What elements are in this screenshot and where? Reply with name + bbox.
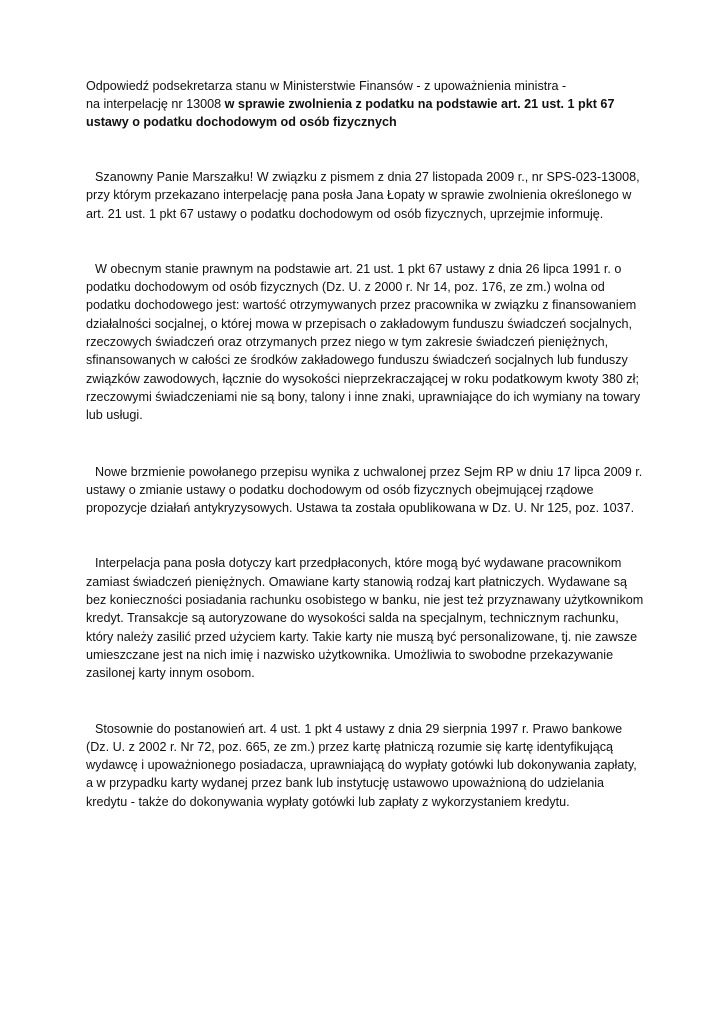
document-page bbox=[86, 77, 646, 811]
paragraph-new-wording: Nowe brzmienie powołanego przepisu wynika z uchwalonej przez Sejm RP w dniu 17 lipca 2009 r. ustawy o zmianie ustawy o podatku dochodowym od osób fizycznych obejmującej rządowe propozycje działań antykryzysowych. Ustawa ta została opublikowana w Dz. U. Nr 125, poz. 1037. bbox=[86, 464, 643, 516]
heading-line-1: Odpowiedź podsekretarza stanu w Ministerstwie Finansów - z upoważnienia ministra - bbox=[86, 79, 567, 93]
paragraph-prepaid-cards: Interpelacja pana posła dotyczy kart przedpłaconych, które mogą być wydawane pracownikom zamiast świadczeń pieniężnych. Omawiane karty stanowią rodzaj kart płatniczych. Wydawane są bez konieczności posiadania rachunku osobistego w banku, nie jest też przyznawany użytkownikom kredyt. Transakcje są autoryzowane do wysokości salda na specjalnym, technicznym rachunku, który należy zasilić przed użyciem karty. Takie karty nie muszą być personalizowane, tj. nie zawsze umieszczane jest na nich imię i nazwisko użytkownika. Umożliwia to swobodne przekazywanie zasilonej karty innym osobom. bbox=[86, 556, 644, 681]
paragraph-legal-state: W obecnym stanie prawnym na podstawie art. 21 ust. 1 pkt 67 ustawy z dnia 26 lipca 1991 r. o podatku dochodowym od osób fizycznych (Dz. U. z 2000 r. Nr 14, poz. 176, ze zm.) wolna od podatku dochodowego jest: wartość otrzymywanych przez pracownika w związku z finansowaniem działalności socjalnej, o której mowa w przepisach o zakładowym funduszu świadczeń socjalnych, rzeczowych świadczeń oraz otrzymanych przez niego w tym zakresie świadczeń pieniężnych, sfinansowanych w całości ze środków zakładowego funduszu świadczeń socjalnych lub funduszy związków zawodowych, łącznie do wysokości nieprzekraczającej w roku podatkowym kwoty 380 zł; rzeczowymi świadczeniami nie są bony, talony i inne znaki, uprawniające do ich wymiany na towary lub usługi. bbox=[86, 261, 641, 423]
heading-line-2-prefix: na interpelację nr 13008 bbox=[86, 97, 222, 111]
paragraph-banking-law: Stosownie do postanowień art. 4 ust. 1 pkt 4 ustawy z dnia 29 sierpnia 1997 r. Prawo bankowe (Dz. U. z 2002 r. Nr 72, poz. 665, ze zm.) przez kartę płatniczą rozumie się kartę identyfikującą wydawcę i upoważnionego posiadacza, uprawniającą do wypłaty gotówki lub dokonywania zapłaty, a w przypadku karty wydanej przez bank lub instytucję ustawowo upoważnioną do udzielania kredytu - także do dokonywania wypłaty gotówki lub zapłaty z wykorzystaniem kredytu. bbox=[86, 721, 637, 809]
document-heading bbox=[86, 77, 646, 131]
heading-subject: w sprawie zwolnienia z podatku na podstawie art. 21 ust. 1 pkt 67 ustawy o podatku dochodowym od osób fizycznych bbox=[86, 97, 615, 129]
paragraph-greeting: Szanowny Panie Marszałku! W związku z pismem z dnia 27 listopada 2009 r., nr SPS-023-13008, przy którym przekazano interpelację pana posła Jana Łopaty w sprawie zwolnienia określonego w art. 21 ust. 1 pkt 67 ustawy o podatku dochodowym od osób fizycznych, uprzejmie informuję. bbox=[86, 170, 640, 221]
